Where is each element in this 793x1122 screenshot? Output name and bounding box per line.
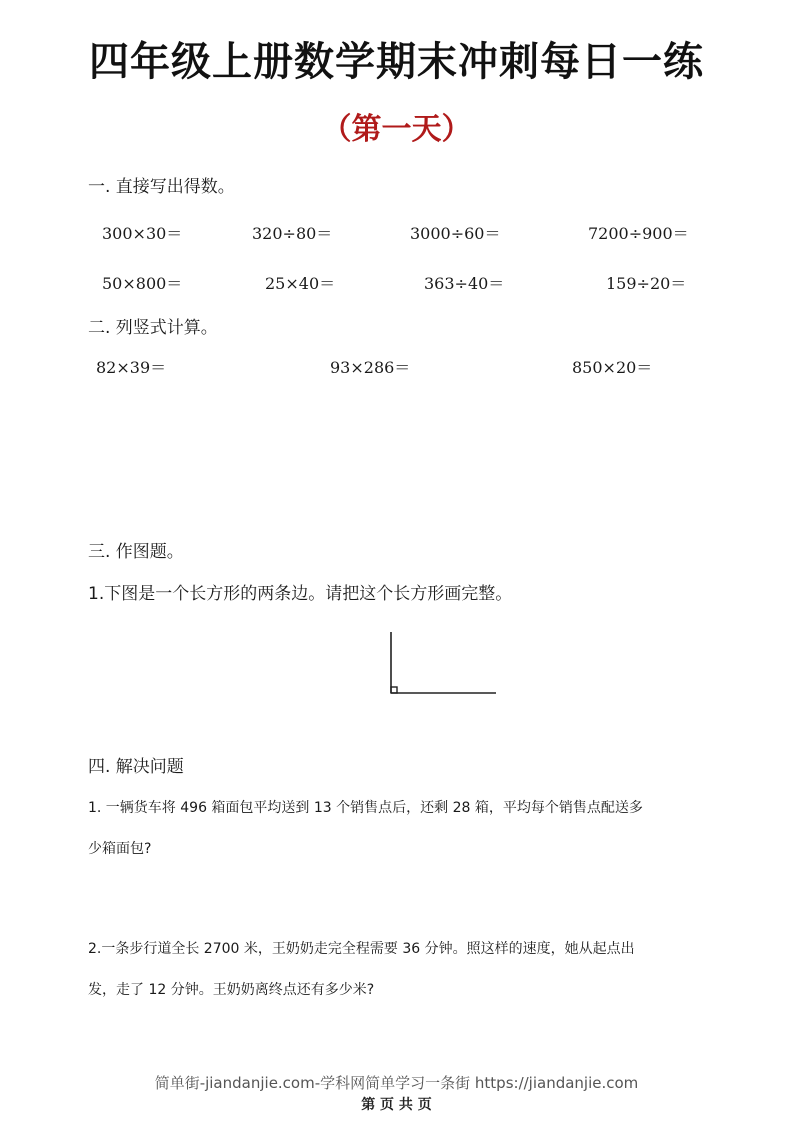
drawing-question: 1.下图是一个长方形的两条边。请把这个长方形画完整。 — [88, 584, 513, 604]
page-title: 四年级上册数学期末冲刺每日一练 — [89, 39, 704, 85]
oral-calc-item: 300×30＝ — [102, 224, 183, 243]
oral-calc-item: 50×800＝ — [102, 274, 183, 293]
rectangle-sides-figure — [380, 626, 504, 700]
oral-calc-item: 25×40＝ — [265, 274, 336, 293]
oral-calc-item: 320÷80＝ — [252, 224, 333, 243]
oral-calc-item: 363÷40＝ — [424, 274, 505, 293]
oral-calc-item: 159÷20＝ — [606, 274, 687, 293]
section2-heading: 二. 列竖式计算。 — [88, 318, 218, 338]
vertical-calc-item: 93×286＝ — [330, 358, 411, 377]
section3-heading: 三. 作图题。 — [88, 542, 184, 562]
section1-heading: 一. 直接写出得数。 — [88, 177, 235, 197]
word-problem-2-line2: 发，走了 12 分钟。王奶奶离终点还有多少米? — [88, 982, 375, 998]
footer-website: 简单街-jiandanjie.com-学科网简单学习一条街 https://jiandanjie.com — [154, 1074, 639, 1092]
oral-calc-item: 7200÷900＝ — [588, 224, 689, 243]
vertical-calc-item: 850×20＝ — [572, 358, 653, 377]
page-subtitle: （第一天） — [321, 112, 472, 147]
word-problem-2-line1: 2.一条步行道全长 2700 米，王奶奶走完全程需要 36 分钟。照这样的速度，她从起点出 — [88, 941, 635, 957]
word-problem-1-line2: 少箱面包? — [88, 841, 152, 857]
oral-calc-item: 3000÷60＝ — [410, 224, 501, 243]
vertical-calc-item: 82×39＝ — [96, 358, 167, 377]
word-problem-1-line1: 1. 一辆货车将 496 箱面包平均送到 13 个销售点后，还剩 28 箱，平均每个销售点配送多 — [88, 800, 643, 816]
page-number: 第 页 共 页 — [361, 1097, 432, 1113]
section4-heading: 四. 解决问题 — [88, 757, 184, 777]
